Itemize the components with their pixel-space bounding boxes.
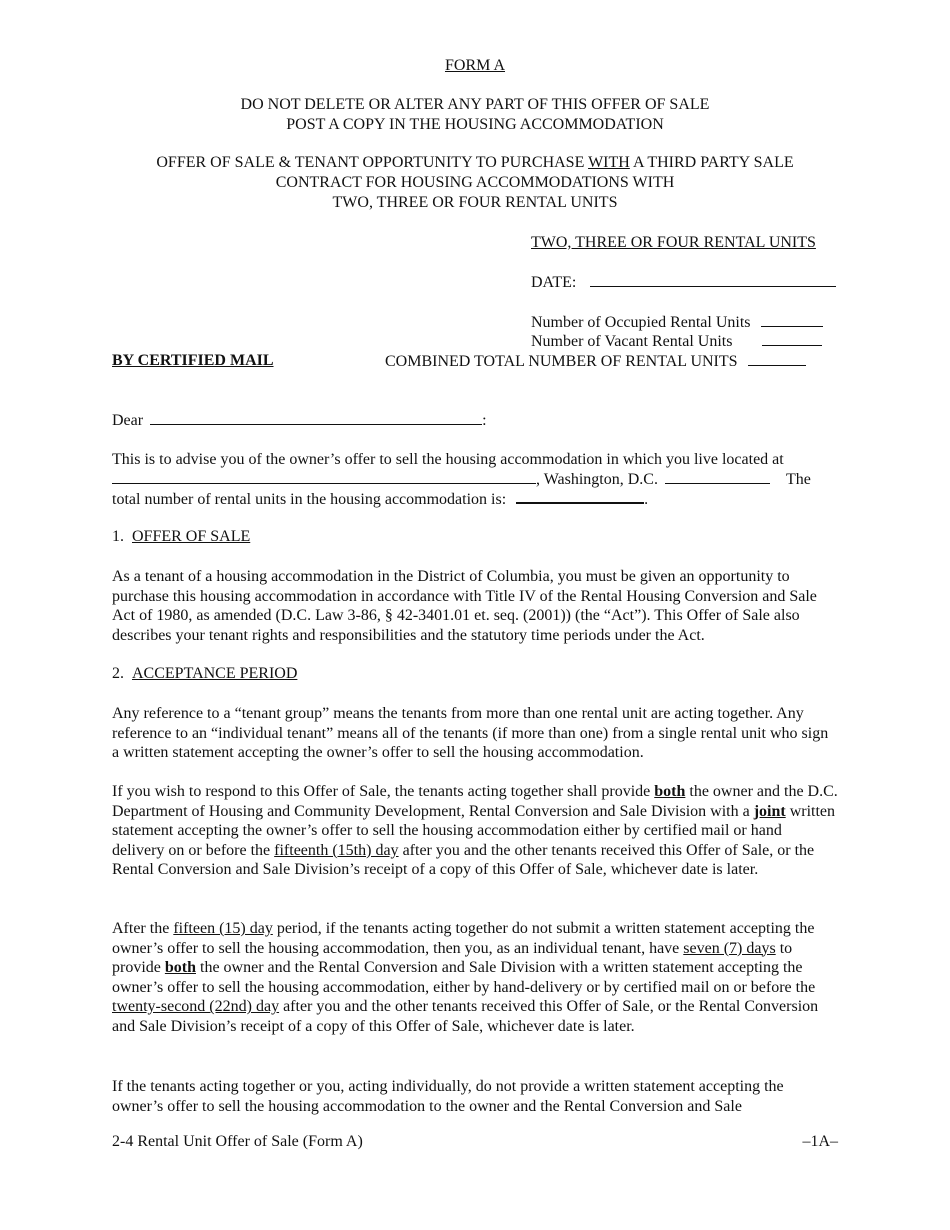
para-2-text-b: the owner and the D.C. Department of Housing and Community Development, Rental Conversion and Sale Division with a: [112, 783, 838, 820]
para-3-both: both: [164, 959, 196, 977]
salutation-colon: :: [482, 412, 487, 429]
total-units-field[interactable]: [516, 488, 644, 504]
footer-form-name: 2-4 Rental Unit Offer of Sale (Form A): [112, 1133, 363, 1150]
section-1-heading: [112, 527, 250, 547]
city-label: , Washington, D.C.: [536, 471, 658, 488]
section-2-number: 2.: [112, 665, 124, 682]
certified-mail-label: BY CERTIFIED MAIL: [112, 352, 274, 369]
para-2-joint: joint: [753, 802, 786, 820]
section-2-heading: [112, 664, 297, 684]
para-2-text-d: after you and the other tenants received this Offer of Sale, or the Rental Conversion and Sale Division’s receipt of a copy of this Offer of Sale, whichever date is later.: [112, 841, 815, 879]
para-3-days: seven (7) days: [683, 939, 776, 957]
para-3-text-a: After the: [112, 920, 174, 937]
para-3-text-d: the owner and the Rental Conversion and Sale Division with a written statement accepting the owner’s offer to sell the housing accommodation, either by hand-delivery or by certified mail on or before the: [112, 959, 816, 996]
intro-line-3: [112, 488, 648, 510]
document-title-line-2: CONTRACT FOR HOUSING ACCOMMODATIONS WITH: [275, 174, 675, 191]
intro-line-2: [112, 469, 811, 490]
section-1-title: OFFER OF SALE: [132, 528, 251, 545]
vacant-label: Number of Vacant Rental Units: [531, 333, 733, 350]
footer-page-number: –1A–: [802, 1133, 838, 1150]
occupied-row: [531, 312, 823, 333]
combined-label: COMBINED TOTAL NUMBER OF RENTAL UNITS: [385, 353, 738, 370]
occupied-label: Number of Occupied Rental Units: [531, 314, 751, 331]
vacant-field[interactable]: [762, 331, 822, 346]
title-post: A THIRD PARTY SALE: [629, 154, 794, 171]
section-2-para-2: [112, 782, 838, 880]
document-title-line-1: [112, 153, 838, 173]
total-units-label: total number of rental units in the housing accommodation is:: [112, 491, 507, 508]
intro-line-1: This is to advise you of the owner’s offer to sell the housing accommodation in which you live located at: [112, 451, 784, 468]
para-3-text-c: to provide: [112, 939, 793, 977]
para-2-text-a: If you wish to respond to this Offer of Sale, the tenants acting together shall provide: [112, 783, 655, 800]
para-2-deadline: fifteenth (15th) day: [274, 841, 399, 859]
notice-line-2: POST A COPY IN THE HOUSING ACCOMMODATION: [286, 116, 664, 133]
combined-field[interactable]: [748, 351, 806, 366]
para-2-text-c: written statement accepting the owner’s offer to sell the housing accommodation either by certified mail or hand delivery on or before the: [112, 802, 836, 859]
section-1-number: 1.: [112, 528, 124, 545]
section-2-para-3: [112, 919, 838, 1037]
title-with: WITH: [588, 154, 630, 171]
the-label: The: [785, 471, 811, 488]
para-2-both: both: [654, 783, 686, 800]
address-field[interactable]: [112, 469, 536, 484]
combined-row: [385, 351, 806, 372]
unit-category: TWO, THREE OR FOUR RENTAL UNITS: [531, 234, 816, 251]
section-2-title: ACCEPTANCE PERIOD: [132, 665, 298, 682]
section-2-para-4: If the tenants acting together or you, acting individually, do not provide a written statement accepting the owner’s offer to sell the housing accommodation to the owner and the Rental Conversion and Sale: [112, 1078, 784, 1115]
document-title-line-3: TWO, THREE OR FOUR RENTAL UNITS: [332, 194, 618, 211]
notice-line-1: DO NOT DELETE OR ALTER ANY PART OF THIS OFFER OF SALE: [240, 96, 710, 113]
tenant-name-field[interactable]: [150, 410, 482, 425]
para-3-period: fifteen (15) day: [173, 920, 273, 937]
salutation-row: [112, 410, 487, 431]
vacant-row: [531, 331, 822, 352]
para-3-text-b: period, if the tenants acting together do not submit a written statement accepting the owner’s offer to sell the housing accommodation, then you, as an individual tenant, have: [112, 920, 815, 957]
section-1-body: As a tenant of a housing accommodation in the District of Columbia, you must be given an opportunity to purchase this housing accommodation in accordance with Title IV of the Rental Housing Conversion and Sale Act of 1980, as amended (D.C. Law 3-86, § 42-3401.01 et. seq. (2001)) (the “Act”). This Offer of Sale also describes your tenant rights and responsibilities and the statutory time periods under the Act.: [112, 568, 817, 644]
para-3-deadline: twenty-second (22nd) day: [112, 998, 280, 1016]
date-label: DATE:: [531, 274, 577, 291]
title-pre: OFFER OF SALE & TENANT OPPORTUNITY TO PURCHASE: [156, 154, 589, 171]
intro-period: .: [644, 491, 649, 508]
para-3-text-e: after you and the other tenants received this Offer of Sale, or the Rental Conversion and Sale Division’s receipt of a copy of this Offer of Sale, whichever date is later.: [112, 998, 819, 1035]
occupied-field[interactable]: [761, 312, 823, 327]
section-2-para-1: Any reference to a “tenant group” means the tenants from more than one rental unit are acting together. Any reference to an “individual tenant” means all of the tenants (if more than one) from a single rental unit who sign a written statement accepting the owner’s offer to sell the housing accommodation.: [112, 705, 829, 762]
date-row: [531, 272, 836, 293]
date-field[interactable]: [590, 272, 836, 287]
form-title: FORM A: [444, 57, 506, 74]
zip-field[interactable]: [665, 469, 770, 484]
dear-label: Dear: [112, 412, 144, 429]
